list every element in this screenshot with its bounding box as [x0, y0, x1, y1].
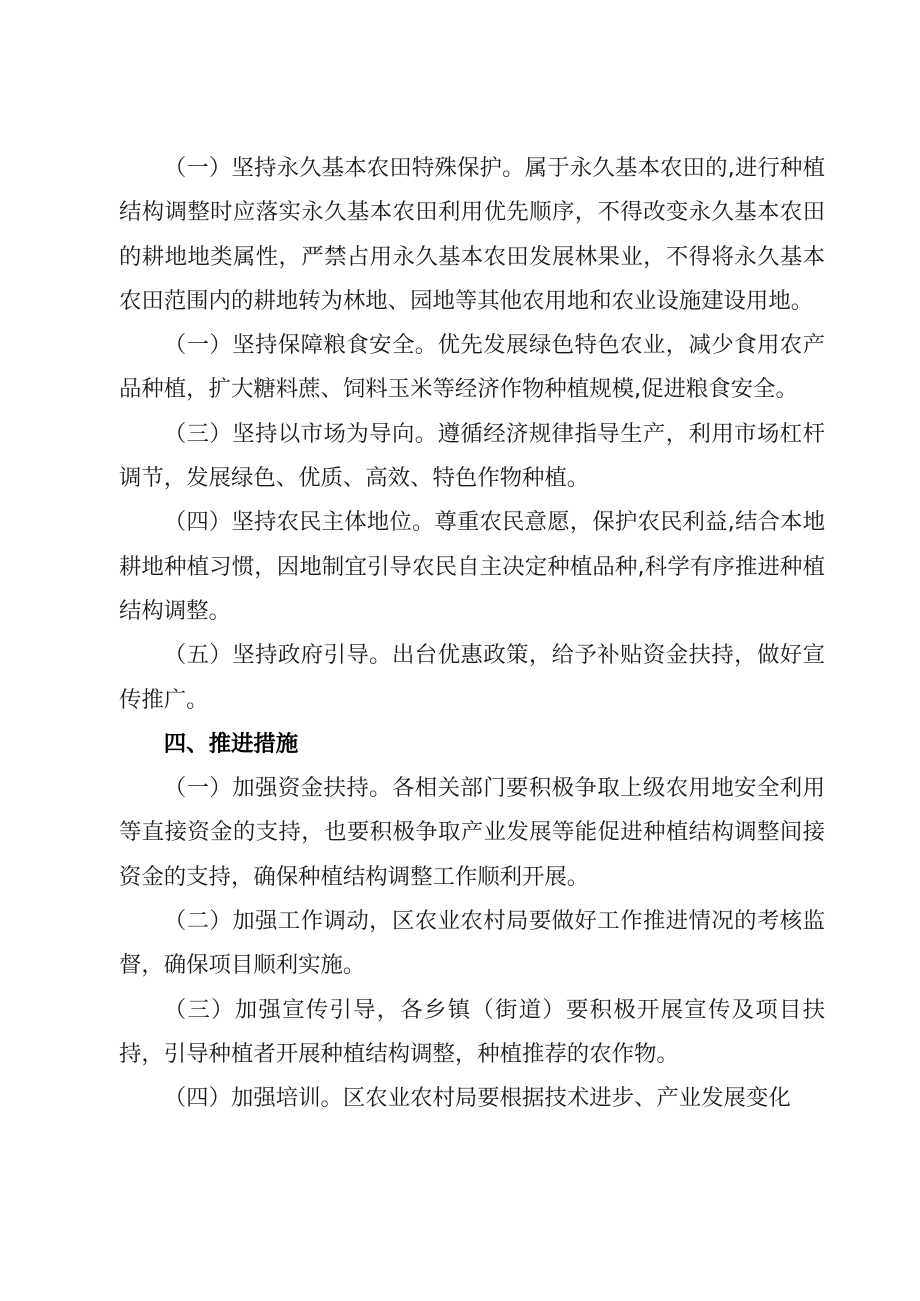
principle-paragraph-4: （四）坚持农民主体地位。尊重农民意愿，保护农民利益,结合本地耕地种植习惯，因地制宜引导农民自主决定种植品种,科学有序推进种植结构调整。	[119, 509, 825, 624]
measure-paragraph-1: （一）加强资金扶持。各相关部门要积极争取上级农用地安全利用等直接资金的支持，也要积极争取产业发展等能促进种植结构调整间接资金的支持，确保种植结构调整工作顺利开展。	[119, 775, 825, 890]
principle-paragraph-3: （三）坚持以市场为导向。遵循经济规律指导生产，利用市场杠杆调节，发展绿色、优质、高效、特色作物种植。	[119, 420, 825, 492]
measure-paragraph-3: （三）加强宣传引导，各乡镇（街道）要积极开展宣传及项目扶持，引导种植者开展种植结构调整，种植推荐的农作物。	[119, 996, 825, 1067]
principle-paragraph-2: （一）坚持保障粮食安全。优先发展绿色特色农业，减少食用农产品种植，扩大糖料蔗、饲料玉米等经济作物种植规模,促进粮食安全。	[119, 332, 825, 403]
measure-paragraph-4: （四）加强培训。区农业农村局要根据技术进步、产业发展变化	[163, 1085, 791, 1112]
section-heading: 四、推进措施	[163, 730, 299, 757]
principle-paragraph-5: （五）坚持政府引导。出台优惠政策，给予补贴资金扶持，做好宣传推广。	[119, 642, 825, 713]
measure-paragraph-2: （二）加强工作调动，区农业农村局要做好工作推进情况的考核监督，确保项目顺利实施。	[119, 908, 825, 979]
document-body	[119, 146, 825, 1121]
principle-paragraph-1: （一）坚持永久基本农田特殊保护。属于永久基本农田的,进行种植结构调整时应落实永久基本农田利用优先顺序，不得改变永久基本农田的耕地地类属性，严禁占用永久基本农田发展林果业，不得将永久基本农田范围内的耕地转为林地、园地等其他农用地和农业设施建设用地。	[119, 155, 825, 314]
